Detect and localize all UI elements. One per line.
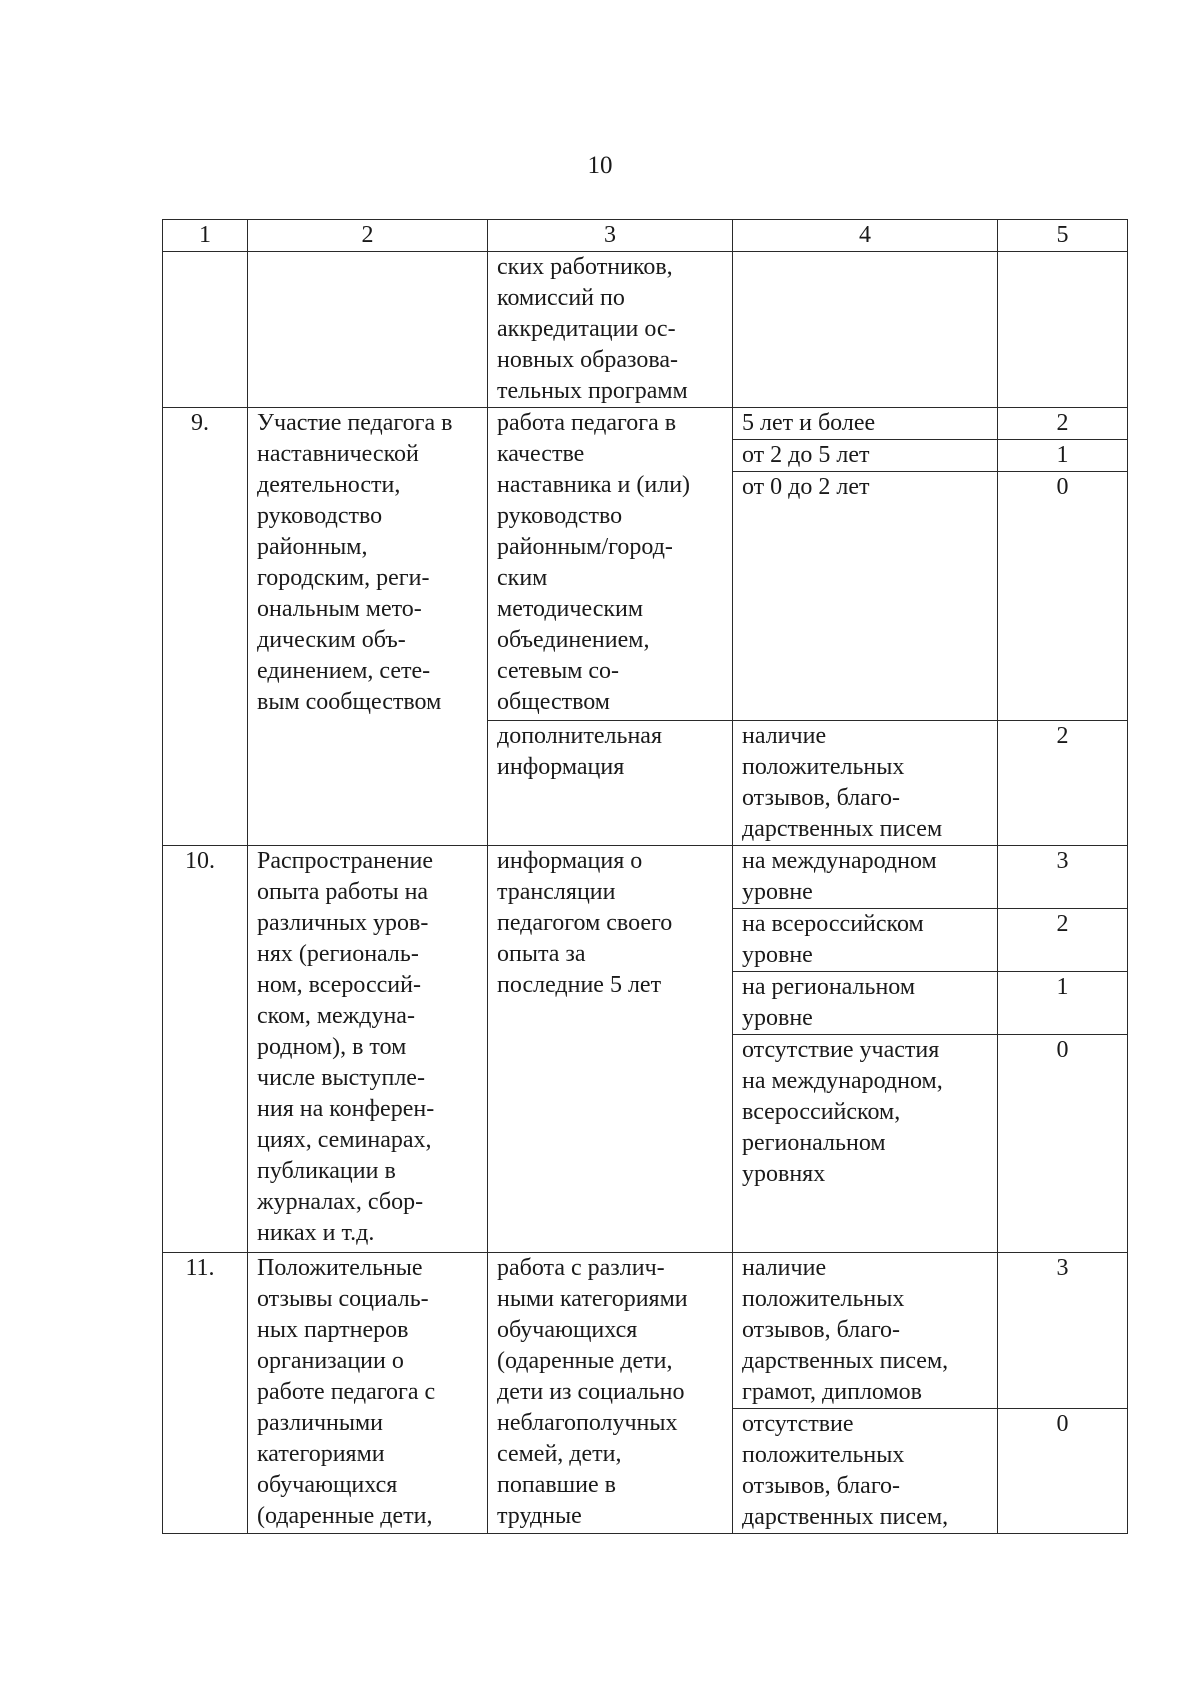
text-line: информация о (497, 848, 643, 874)
criterion-cell (248, 846, 488, 1253)
text-line: дическим объ- (257, 627, 406, 653)
text-line: городским, реги- (257, 565, 430, 591)
text-line: всероссийском, (742, 1099, 901, 1125)
level-cell: от 2 до 5 лет (733, 440, 998, 472)
text-line: Положительные (257, 1255, 423, 1281)
text-line: обучающихся (257, 1472, 398, 1498)
score-cell: 0 (998, 1409, 1128, 1534)
column-header: 5 (998, 220, 1128, 252)
column-number-row (163, 220, 1128, 252)
text-line: на региональном (742, 974, 916, 1000)
table-cell (733, 252, 998, 408)
text-line: дополнительная (497, 723, 662, 749)
text-line: деятельности, (257, 472, 401, 498)
text-line: наличие (742, 1255, 827, 1281)
text-line: уровне (742, 879, 813, 905)
text-line: положительных (742, 1286, 905, 1312)
column-header: 2 (248, 220, 488, 252)
table-cell (163, 252, 248, 408)
evidence-cell (488, 1253, 733, 1534)
text-line: уровне (742, 942, 813, 968)
level-cell (733, 846, 998, 909)
text-line: нях (региональ- (257, 941, 419, 967)
text-line: наставника и (или) (497, 472, 691, 498)
text-line: качестве (497, 441, 585, 467)
table-cell (248, 252, 488, 408)
text-line: ских работников, (497, 254, 673, 280)
text-line: отзывы социаль- (257, 1286, 429, 1312)
text-line: ных партнеров (257, 1317, 409, 1343)
score-cell: 2 (998, 408, 1128, 440)
text-line: обществом (497, 689, 610, 715)
text-line: грамот, дипломов (742, 1379, 922, 1405)
score-cell: 2 (998, 721, 1128, 846)
text-line: попавшие в (497, 1472, 616, 1498)
text-line: региональном (742, 1130, 886, 1156)
row-number: 11. (163, 1253, 248, 1534)
text-line: комиссий по (497, 285, 625, 311)
row-number: 9. (163, 408, 248, 846)
text-line: различных уров- (257, 910, 429, 936)
evidence-cell (488, 721, 733, 846)
page-number: 10 (587, 152, 613, 179)
text-line: различными (257, 1410, 384, 1436)
criteria-table (162, 219, 1128, 1534)
text-line: неблагополучных (497, 1410, 678, 1436)
column-header: 1 (163, 220, 248, 252)
criterion-cell (248, 1253, 488, 1534)
level-cell: 5 лет и более (733, 408, 998, 440)
text-line: трудные (497, 1503, 582, 1529)
text-line: опыта за (497, 941, 586, 967)
text-line: аккредитации ос- (497, 316, 676, 342)
evidence-cell (488, 846, 733, 1253)
text-line: никах и т.д. (257, 1220, 375, 1246)
text-line: районным/город- (497, 534, 673, 560)
text-line: опыта работы на (257, 879, 429, 905)
continuation-evidence-cell (488, 252, 733, 408)
text-line: ния на конферен- (257, 1096, 435, 1122)
text-line: наставнической (257, 441, 419, 467)
text-line: дарственных писем, (742, 1504, 949, 1530)
score-cell: 0 (998, 472, 1128, 721)
table-row-9 (163, 408, 1128, 440)
table-row-11 (163, 1253, 1128, 1409)
text-line: методическим (497, 596, 644, 622)
text-line: организации о (257, 1348, 404, 1374)
text-line: единением, сете- (257, 658, 431, 684)
text-line: (одаренные дети, (497, 1348, 673, 1374)
text-line: сетевым со- (497, 658, 620, 684)
text-line: родном), в том (257, 1034, 407, 1060)
row-number: 10. (163, 846, 248, 1253)
text-line: положительных (742, 754, 905, 780)
text-line: отсутствие участия (742, 1037, 940, 1063)
text-line: ском, междуна- (257, 1003, 415, 1029)
text-line: районным, (257, 534, 368, 560)
score-cell: 3 (998, 846, 1128, 909)
level-cell (733, 909, 998, 972)
level-cell (733, 721, 998, 846)
text-line: работа педагога в (497, 410, 677, 436)
level-cell: от 0 до 2 лет (733, 472, 998, 721)
criterion-cell (248, 408, 488, 846)
text-line: числе выступле- (257, 1065, 425, 1091)
text-line: руководство (257, 503, 383, 529)
text-line: работа с различ- (497, 1255, 665, 1281)
text-line: отзывов, благо- (742, 785, 901, 811)
level-cell (733, 1253, 998, 1409)
text-line: журналах, сбор- (257, 1189, 424, 1215)
text-line: циях, семинарах, (257, 1127, 432, 1153)
score-cell: 0 (998, 1035, 1128, 1253)
level-cell (733, 972, 998, 1035)
text-line: новных образова- (497, 347, 679, 373)
text-line: ном, всероссий- (257, 972, 421, 998)
text-line: педагогом своего (497, 910, 673, 936)
text-line: Участие педагога в (257, 410, 453, 436)
text-line: дети из социально (497, 1379, 685, 1405)
score-cell: 1 (998, 440, 1128, 472)
score-cell: 2 (998, 909, 1128, 972)
text-line: отзывов, благо- (742, 1473, 901, 1499)
text-line: отзывов, благо- (742, 1317, 901, 1343)
text-line: информация (497, 754, 625, 780)
text-line: объединением, (497, 627, 650, 653)
score-cell: 1 (998, 972, 1128, 1035)
text-line: трансляции (497, 879, 616, 905)
text-line: обучающихся (497, 1317, 638, 1343)
text-line: на международном, (742, 1068, 943, 1094)
table-cell (998, 252, 1128, 408)
text-line: уровне (742, 1005, 813, 1031)
text-line: отсутствие (742, 1411, 854, 1437)
text-line: уровнях (742, 1161, 826, 1187)
text-line: положительных (742, 1442, 905, 1468)
evidence-cell (488, 408, 733, 721)
text-line: категориями (257, 1441, 385, 1467)
table-row-10 (163, 846, 1128, 909)
level-cell (733, 1409, 998, 1534)
continuation-row (163, 252, 1128, 408)
text-line: ональным мето- (257, 596, 422, 622)
text-line: на международном (742, 848, 937, 874)
text-line: ными категориями (497, 1286, 688, 1312)
text-line: работе педагога с (257, 1379, 436, 1405)
text-line: (одаренные дети, (257, 1503, 433, 1529)
score-cell: 3 (998, 1253, 1128, 1409)
column-header: 3 (488, 220, 733, 252)
text-line: наличие (742, 723, 827, 749)
text-line: ским (497, 565, 548, 591)
text-line: последние 5 лет (497, 972, 662, 998)
text-line: дарственных писем (742, 816, 943, 842)
level-cell (733, 1035, 998, 1253)
text-line: дарственных писем, (742, 1348, 949, 1374)
text-line: семей, дети, (497, 1441, 622, 1467)
text-line: публикации в (257, 1158, 396, 1184)
text-line: вым сообществом (257, 689, 442, 715)
column-header: 4 (733, 220, 998, 252)
text-line: руководство (497, 503, 623, 529)
text-line: тельных программ (497, 378, 688, 404)
text-line: Распространение (257, 848, 434, 874)
text-line: на всероссийском (742, 911, 924, 937)
